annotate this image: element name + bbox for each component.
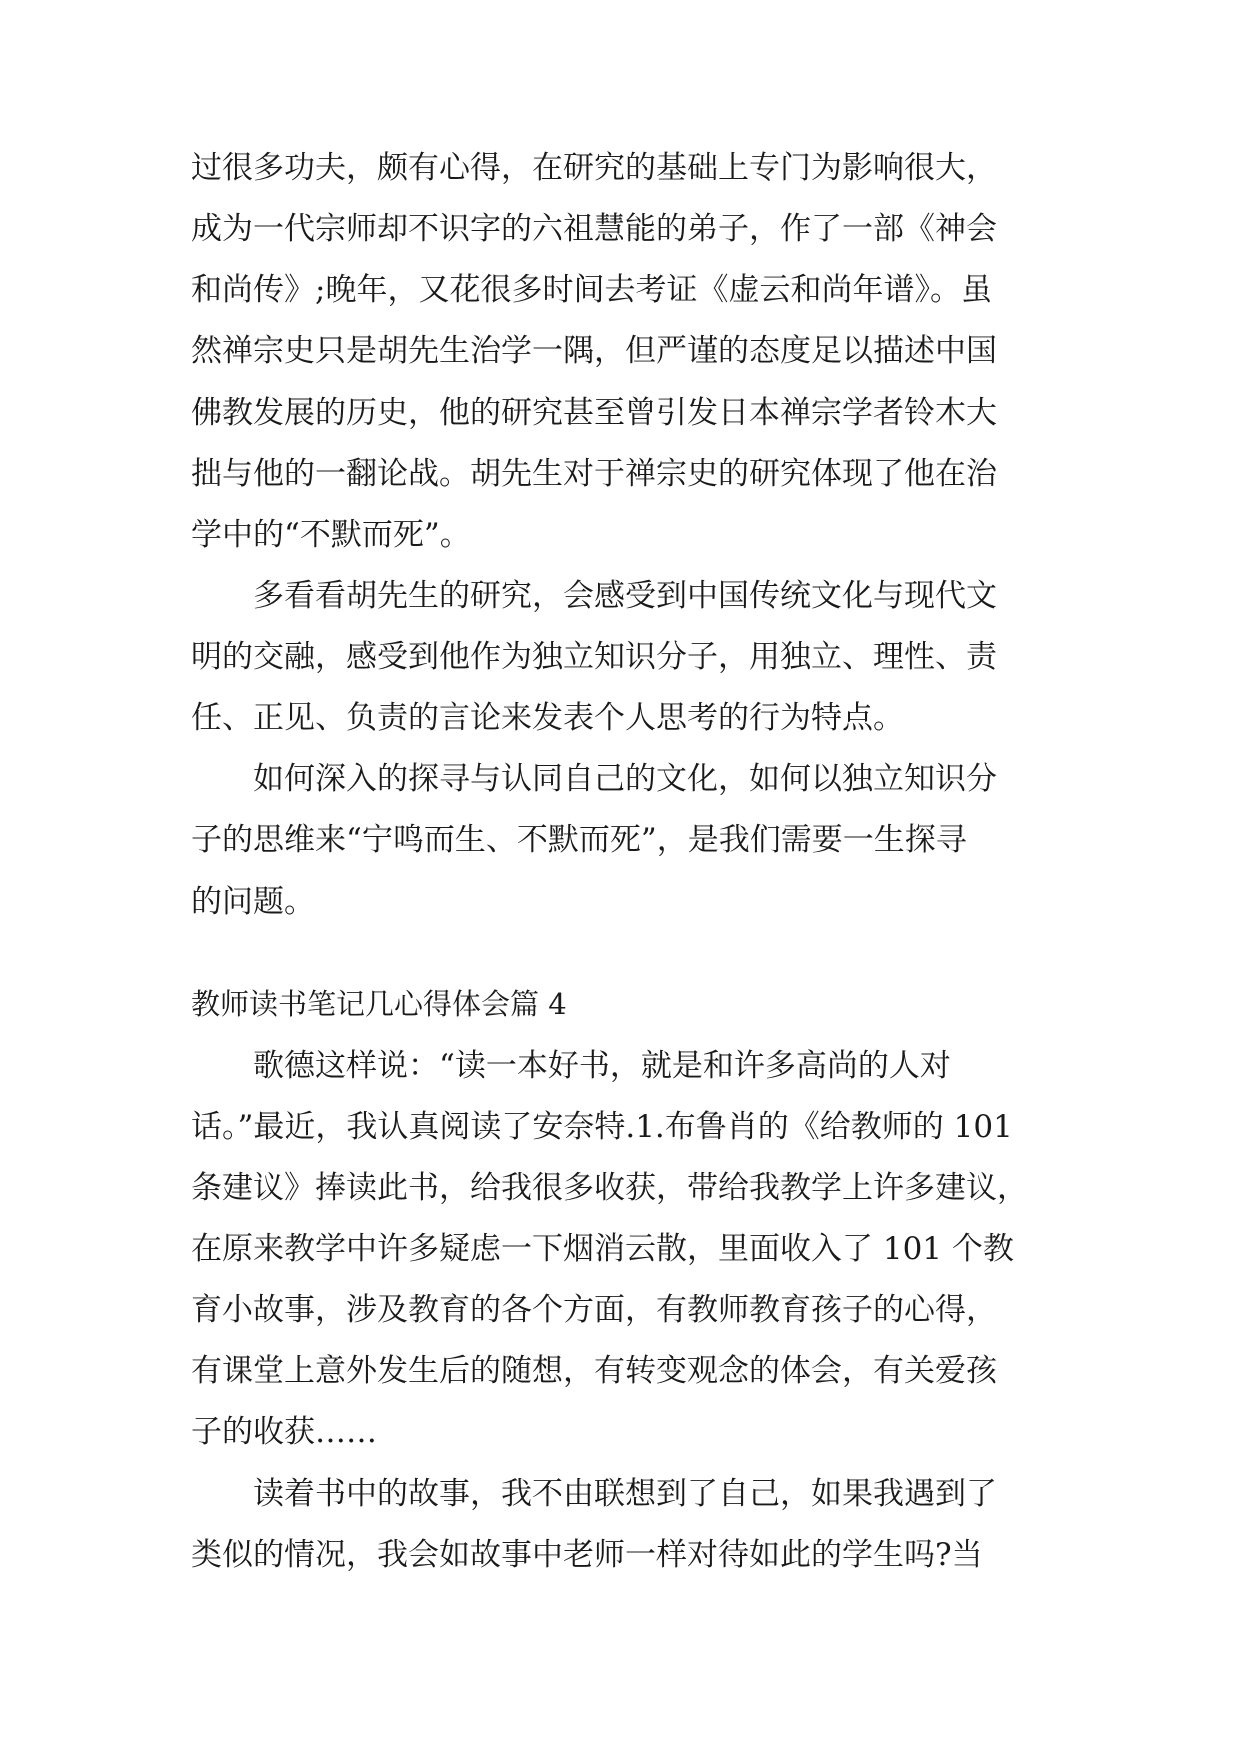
text-line: 过很多功夫，颇有心得，在研究的基础上专门为影响很大， (191, 150, 997, 186)
text-line: 歌德这样说：“读一本好书，就是和许多高尚的人对 (191, 1048, 951, 1084)
text-line: 有课堂上意外发生后的随想，有转变观念的体会，有关爱孩 (191, 1353, 997, 1389)
text-line: 类似的情况，我会如故事中老师一样对待如此的学生吗?当 (191, 1537, 983, 1573)
text-line: 多看看胡先生的研究，会感受到中国传统文化与现代文 (191, 578, 997, 614)
text-line: 如何深入的探寻与认同自己的文化，如何以独立知识分 (191, 761, 997, 797)
text-line: 话。”最近，我认真阅读了安奈特.1.布鲁肖的《给教师的 101 (191, 1109, 1013, 1145)
text-line: 任、正见、负责的言论来发表个人思考的行为特点。 (191, 700, 904, 736)
text-line: 和尚传》;晚年，又花很多时间去考证《虚云和尚年谱》。虽 (191, 272, 992, 308)
text-line: 子的收获…… (191, 1414, 377, 1450)
section-heading: 教师读书笔记几心得体会篇 4 (191, 987, 567, 1021)
text-line: 条建议》捧读此书，给我很多收获，带给我教学上许多建议， (191, 1170, 1028, 1206)
text-line: 子的思维来“宁鸣而生、不默而死”，是我们需要一生探寻 (191, 822, 967, 858)
text-line: 拙与他的一翻论战。胡先生对于禅宗史的研究体现了他在治 (191, 456, 997, 492)
text-line: 佛教发展的历史，他的研究甚至曾引发日本禅宗学者铃木大 (191, 395, 997, 431)
text-line: 读着书中的故事，我不由联想到了自己，如果我遇到了 (191, 1476, 997, 1512)
text-line: 在原来教学中许多疑虑一下烟消云散，里面收入了 101 个教 (191, 1231, 1014, 1267)
text-line: 成为一代宗师却不识字的六祖慧能的弟子，作了一部《神会 (191, 211, 997, 247)
text-line: 学中的“不默而死”。 (191, 517, 471, 553)
text-line: 的问题。 (191, 884, 315, 920)
text-line: 育小故事，涉及教育的各个方面，有教师教育孩子的心得， (191, 1292, 997, 1328)
text-line: 然禅宗史只是胡先生治学一隅，但严谨的态度足以描述中国 (191, 333, 997, 369)
text-line: 明的交融，感受到他作为独立知识分子，用独立、理性、责 (191, 639, 997, 675)
